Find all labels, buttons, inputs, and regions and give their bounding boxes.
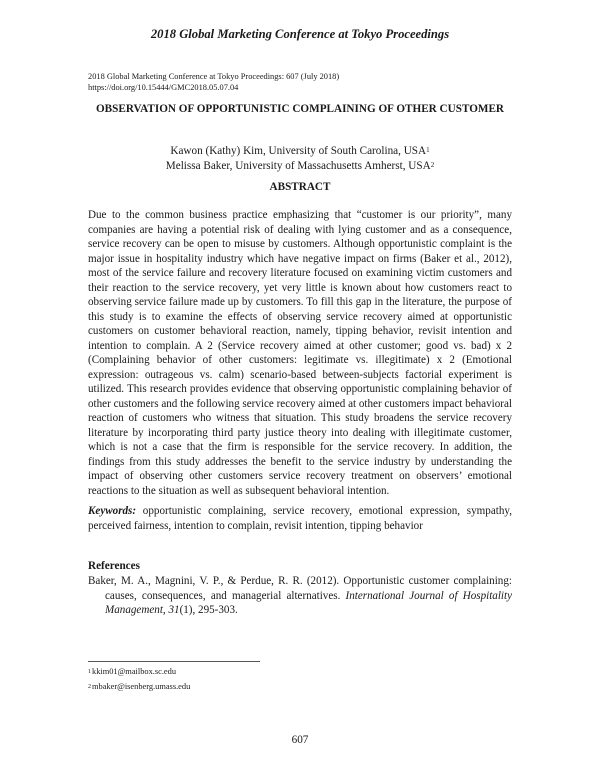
keywords-label: Keywords: bbox=[88, 505, 137, 517]
footnote-1 bbox=[88, 667, 176, 677]
abstract-body: Due to the common business practice emphasizing that “customer is our priority”, many companies are having a potential risk of dealing with lying customer and as a consequence, service recovery can be open to misuse by customers. Although opportunistic complaint is the major issue in hospitality industry which have negative impact on firms (Baker et al., 2012), most of the service failure and recovery literature focused on examining victim customers and their reaction to the service recovery, yet very little is known about how customers react to observing service failure made up by customers. To fill this gap in the literature, the purpose of this study is to examine the effects of observing service recovery aimed at opportunistic customers on customer behavioral reaction, namely, tipping behavior, revisit intention and intention to complain. A 2 (Service recovery aimed at other customer; good vs. bad) x 2 (Complaining behavior of other customers: legitimate vs. illegitimate) x 2 (Emotional expression: outrageous vs. calm) scenario-based between-subjects factorial experiment is utilized. This research provides evidence that observing opportunistic complaining behavior of other customers and the following service recovery aimed at other customers impact behavioral reaction of customers who witness that situation. This study broadens the service recovery literature by incorporating third party justice theory into dealing with illegitimate customer, which is not a case that the firm is responsible for the service recovery. In addition, the findings from this study addresses the benefit to the service industry by understanding the impact of observing other customers service recovery treatment on observers’ emotional reactions to the situation as well as subsequent behavioral intention. bbox=[88, 209, 512, 497]
citation-block bbox=[88, 71, 339, 93]
abstract-heading: ABSTRACT bbox=[269, 181, 331, 193]
author-list bbox=[88, 144, 512, 173]
author-1-name: Kawon (Kathy) Kim, University of South Carolina, USA bbox=[170, 145, 427, 157]
reference-journal: International Journal of Hospitality Management, 31 bbox=[105, 589, 512, 616]
author-2-name: Melissa Baker, University of Massachusetts Amherst, USA bbox=[165, 159, 431, 172]
footnote-2 bbox=[88, 682, 190, 692]
author-2 bbox=[88, 159, 512, 174]
author-2-footnote-mark[interactable]: 2 bbox=[430, 160, 435, 169]
footnote-divider bbox=[88, 661, 260, 662]
reference-item bbox=[88, 574, 512, 618]
footnote-1-mark: 1 bbox=[88, 669, 91, 675]
keywords-paragraph bbox=[88, 504, 512, 533]
reference-pages: (1), 295-303. bbox=[179, 604, 238, 616]
keywords-text: opportunistic complaining, service recovery, emotional expression, sympathy, perceived fairness, intention to complain, revisit intention, tipping behavior bbox=[88, 505, 512, 532]
citation-line: 2018 Global Marketing Conference at Tokyo Proceedings: 607 (July 2018) bbox=[88, 72, 340, 81]
paper-title: OBSERVATION OF OPPORTUNISTIC COMPLAINING OF OTHER CUSTOMER bbox=[95, 103, 505, 115]
author-1-footnote-mark[interactable]: 1 bbox=[426, 146, 430, 154]
reference-authors-title: Baker, M. A., Magnini, V. P., & Perdue, R. R. (2012). Opportunistic customer complaining: causes, consequences, and managerial alternatives. bbox=[88, 575, 512, 602]
footnote-2-mark: 2 bbox=[88, 684, 91, 690]
references-heading: References bbox=[88, 560, 140, 572]
page-number: 607 bbox=[291, 734, 309, 746]
running-header: 2018 Global Marketing Conference at Tokyo Proceedings bbox=[150, 27, 450, 41]
footnote-1-email[interactable]: kkim01@mailbox.sc.edu bbox=[92, 667, 177, 676]
doi-link[interactable]: https://doi.org/10.15444/GMC2018.05.07.04 bbox=[88, 83, 239, 92]
author-1 bbox=[88, 144, 512, 159]
footnote-2-email[interactable]: mbaker@isenberg.umass.edu bbox=[92, 682, 191, 691]
